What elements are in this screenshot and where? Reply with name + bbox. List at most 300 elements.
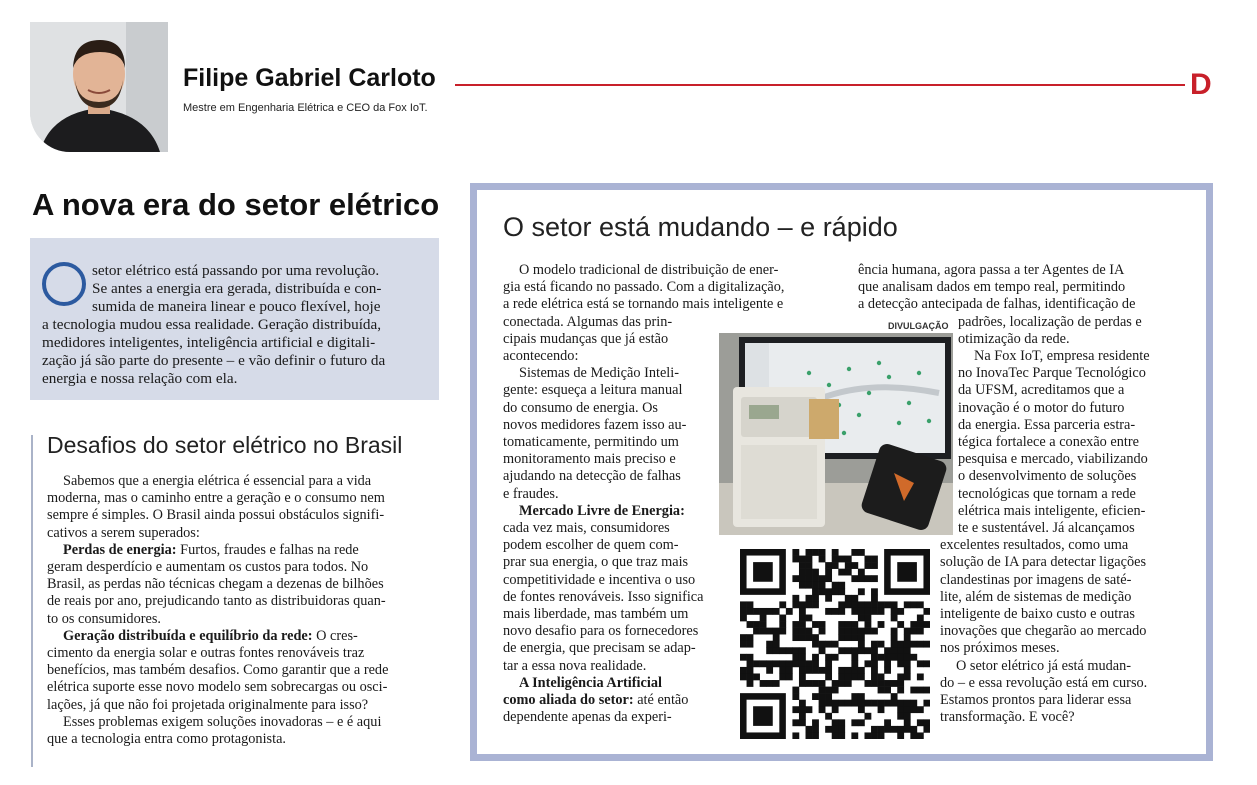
line-text: lações, já que não foi projetada originalmente para isso? [47,696,369,713]
qr-module [904,706,911,713]
qr-finder [753,706,773,726]
qr-module [897,706,904,713]
line-text: competitividade e incentiva o uso [503,571,696,588]
article-title: A nova era do setor elétrico [32,187,440,222]
text-line [958,314,1142,331]
qr-module [891,628,898,635]
qr-module [864,562,871,569]
text-line [858,296,1135,313]
text-line [63,714,381,731]
qr-module [747,667,754,674]
text-line [958,434,1139,451]
qr-module [904,673,911,680]
qr-module [760,680,767,687]
qr-module [832,562,839,569]
qr-module [766,641,773,648]
qr-module [851,732,858,739]
qr-module [891,654,898,661]
qr-module [779,673,786,680]
text-line [503,554,688,571]
qr-module [799,713,806,720]
qr-module [812,732,819,739]
line-text: te e sustentável. Já alcançamos [958,520,1135,536]
qr-module [923,621,930,628]
line-text: tecnológicas que tornam a rede [958,485,1136,502]
qr-module [806,667,813,674]
qr-module [871,726,878,733]
qr-module [812,726,819,733]
qr-module [799,673,806,680]
qr-module [812,693,819,700]
text-line [47,525,200,542]
qr-module [845,700,852,707]
text-line [47,507,384,524]
qr-module [858,601,865,608]
qr-module [825,660,832,667]
qr-module [878,687,885,694]
text-line [940,606,1135,623]
line-text: inovações que chegarão ao mercado [940,623,1147,640]
qr-module [806,595,813,602]
qr-module [832,608,839,615]
qr-module [740,615,747,622]
qr-module [806,628,813,635]
text-line [940,640,1060,657]
qr-module [897,660,904,667]
qr-module [792,687,799,694]
text-line [47,697,368,714]
qr-module [871,732,878,739]
line-text: de reais por ano, prejudicando tanto as distribuidoras quan- [47,593,386,610]
qr-module [838,719,845,726]
qr-module [825,700,832,707]
qr-module [923,726,930,733]
section-letter: D [1190,68,1212,101]
qr-module [806,706,813,713]
qr-module [858,575,865,582]
qr-module [773,628,780,635]
qr-module [917,601,924,608]
qr-module [891,615,898,622]
text-line [958,400,1124,417]
text-line [47,611,161,628]
qr-module [760,621,767,628]
qr-module [838,647,845,654]
text-line [519,262,778,279]
line-text: prar sua energia, o que traz mais [503,554,689,571]
qr-module [897,654,904,661]
qr-module [779,601,786,608]
qr-module [884,660,891,667]
text-line [47,576,384,593]
qr-module [812,588,819,595]
qr-module [838,700,845,707]
qr-module [786,667,793,674]
qr-module [917,719,924,726]
qr-module [871,588,878,595]
qr-module [864,628,871,635]
qr-module [766,647,773,654]
qr-module [838,726,845,733]
qr-module [792,660,799,667]
line-text: transformação. E você? [940,709,1075,726]
line-text: Brasil, as perdas não técnicas chegam a dezenas de bilhões [47,576,384,593]
line-text: otimização da rede. [958,330,1070,347]
qr-module [792,621,799,628]
qr-module [760,608,767,615]
qr-module [851,654,858,661]
qr-module [799,608,806,615]
text-line [503,658,646,675]
qr-module [799,654,806,661]
text-line [503,296,783,313]
lead-line: energia e nossa relação com ela. [42,370,238,387]
qr-module [845,634,852,641]
qr-module [799,680,806,687]
qr-module [917,641,924,648]
qr-module [753,621,760,628]
line-text: moderna, mas o caminho entre a geração e o consumo nem [47,490,385,507]
qr-module [871,575,878,582]
qr-module [851,595,858,602]
qr-module [799,575,806,582]
qr-module [812,634,819,641]
qr-module [871,601,878,608]
qr-finder [897,562,917,582]
qr-module [871,667,878,674]
qr-module [799,647,806,654]
text-line [63,542,359,559]
qr-module [904,654,911,661]
text-line [956,658,1131,675]
line-text: cada vez mais, consumidores [503,520,670,536]
qr-module [897,700,904,707]
line-text: gente: esqueça a leitura manual [503,382,683,399]
qr-module [747,680,754,687]
qr-module [864,647,871,654]
bold-lead-in: como aliada do setor: [503,692,634,708]
qr-module [871,700,878,707]
text-line [519,503,685,520]
qr-module [819,582,826,589]
qr-module [884,647,891,654]
qr-module [773,680,780,687]
qr-module [766,660,773,667]
line-text: padrões, localização de perdas e [958,313,1142,330]
qr-module [845,569,852,576]
text-line [519,675,662,692]
qr-module [897,726,904,733]
qr-module [858,641,865,648]
qr-module [819,575,826,582]
qr-module [740,654,747,661]
text-line [858,262,1124,279]
qr-module [766,680,773,687]
qr-module [819,706,826,713]
qr-module [910,654,917,661]
qr-module [773,660,780,667]
qr-module [819,693,826,700]
line-text: até então [633,692,689,708]
qr-module [825,713,832,720]
qr-module [878,700,885,707]
qr-module [923,719,930,726]
qr-module [897,641,904,648]
qr-module [923,641,930,648]
qr-module [753,608,760,615]
qr-module [773,641,780,648]
qr-module [838,732,845,739]
qr-module [858,693,865,700]
qr-module [904,700,911,707]
qr-module [878,726,885,733]
qr-module [917,687,924,694]
qr-module [812,680,819,687]
qr-module [792,634,799,641]
qr-module [858,549,865,556]
line-text: inovação é o motor do futuro [958,399,1125,416]
qr-module [845,680,852,687]
qr-module [799,667,806,674]
qr-module [910,726,917,733]
text-line [958,468,1136,485]
qr-module [838,601,845,608]
qr-module [832,732,839,739]
bold-lead-in: Perdas de energia: [63,541,177,558]
line-text: excelentes resultados, como uma [940,537,1129,554]
text-line [958,503,1145,520]
qr-module [851,562,858,569]
header-rule [455,84,1185,86]
qr-module [904,634,911,641]
qr-module [806,680,813,687]
qr-module [812,595,819,602]
line-text: mais liberdade, mas também um [503,606,689,622]
qr-module [904,713,911,720]
qr-module [910,601,917,608]
qr-module [825,673,832,680]
qr-module [897,608,904,615]
qr-module [819,687,826,694]
qr-module [760,628,767,635]
qr-module [904,719,911,726]
qr-module [910,706,917,713]
text-line [958,331,1070,348]
qr-module [799,700,806,707]
qr-module [917,732,924,739]
qr-module [812,719,819,726]
line-text: O setor elétrico já está mudan- [956,657,1132,674]
qr-module [858,615,865,622]
qr-module [819,641,826,648]
qr-module [891,700,898,707]
text-line [958,365,1146,382]
qr-module [851,673,858,680]
qr-module [819,647,826,654]
qr-module [799,556,806,563]
qr-module [897,647,904,654]
qr-module [792,595,799,602]
text-line [503,692,688,709]
bold-lead-in: A Inteligência Artificial [519,674,662,691]
qr-module [884,726,891,733]
qr-module [878,608,885,615]
line-text: lite, além de sistemas de medição [940,588,1132,605]
line-text: e fraudes. [503,485,559,502]
qr-module [910,700,917,707]
dropcap-letter-o [42,262,86,306]
qr-module [779,647,786,654]
qr-module [923,687,930,694]
qr-module [760,615,767,622]
qr-module [904,726,911,733]
qr-module [825,608,832,615]
line-text: de fontes renováveis. Isso significa [503,588,704,605]
qr-module [864,680,871,687]
qr-module [904,667,911,674]
qr-module [897,621,904,628]
qr-module [825,693,832,700]
qr-module [832,706,839,713]
qr-module [786,647,793,654]
text-line [503,451,676,468]
qr-module [806,634,813,641]
qr-module [779,667,786,674]
qr-module [878,680,885,687]
text-line [503,709,672,726]
qr-module [864,615,871,622]
qr-module [766,608,773,615]
qr-module [884,654,891,661]
qr-module [871,660,878,667]
qr-module [910,732,917,739]
text-line [63,473,371,490]
qr-module [779,615,786,622]
qr-module [812,601,819,608]
qr-module [864,608,871,615]
qr-module [792,556,799,563]
text-line [503,640,696,657]
qr-module [871,654,878,661]
qr-module [845,673,852,680]
qr-module [747,634,754,641]
qr-module [891,680,898,687]
qr-finder [753,562,773,582]
line-text: tégica fortalece a conexão entre [958,434,1139,450]
qr-module [766,628,773,635]
qr-module [851,647,858,654]
qr-module [851,575,858,582]
line-text: geram desperdício e aumentam os custos para todos. No [47,559,369,575]
line-text: benefícios, mas também desafios. Como garantir que a rede [47,662,389,679]
qr-module [832,582,839,589]
qr-module [747,673,754,680]
text-line [940,537,1128,554]
line-text: nos próximos meses. [940,640,1060,657]
qr-module [806,562,813,569]
text-line [503,623,698,640]
qr-module [747,654,754,661]
qr-module [917,628,924,635]
qr-module [753,660,760,667]
qr-module [858,569,865,576]
qr-module [864,556,871,563]
qr-module [884,680,891,687]
qr-module [753,673,760,680]
lead-line: setor elétrico está passando por uma revolução. [92,262,380,279]
line-text: Na Fox IoT, empresa residente [974,348,1150,364]
qr-module [832,719,839,726]
qr-module [779,621,786,628]
qr-module [904,601,911,608]
text-line [503,417,686,434]
qr-module [773,647,780,654]
qr-module [838,628,845,635]
text-line [47,645,364,662]
qr-module [806,575,813,582]
qr-module [812,641,819,648]
qr-module [799,621,806,628]
qr-module [819,588,826,595]
qr-module [897,687,904,694]
qr-module [897,713,904,720]
qr-module [812,549,819,556]
qr-module [845,667,852,674]
qr-module [799,628,806,635]
line-text: que analisam dados em tempo real, permitindo [858,279,1126,296]
text-line [940,692,1131,709]
qr-module [799,615,806,622]
qr-module [851,628,858,635]
qr-module [884,719,891,726]
qr-module [753,628,760,635]
qr-module [864,713,871,720]
qr-module [871,608,878,615]
line-text: novos medidores fazem isso au- [503,416,687,433]
line-text: ência humana, agora passa a ter Agentes de IA [858,262,1125,278]
qr-module [819,628,826,635]
qr-module [747,608,754,615]
qr-module [779,660,786,667]
qr-module [812,660,819,667]
qr-module [891,647,898,654]
line-text: da energia. Essa parceria estra- [958,416,1136,433]
line-text: a rede elétrica está se tornando mais inteligente e [503,296,784,313]
qr-module [825,667,832,674]
qr-module [812,575,819,582]
text-line [958,417,1135,434]
qr-module [806,582,813,589]
line-text: novo desafio para os fornecedores [503,623,699,640]
qr-module [799,706,806,713]
qr-module [832,556,839,563]
qr-module [878,673,885,680]
line-text: Furtos, fraudes e falhas na rede [176,541,359,558]
text-line [47,662,388,679]
text-line [940,572,1131,589]
text-line [958,451,1148,468]
qr-module [819,667,826,674]
qr-module [910,621,917,628]
text-line [940,675,1147,692]
qr-module [891,693,898,700]
qr-module [838,680,845,687]
subtitle: Desafios do setor elétrico no Brasil [47,432,403,458]
qr-module [799,601,806,608]
qr-module [851,608,858,615]
qr-module [825,575,832,582]
qr-module [832,680,839,687]
